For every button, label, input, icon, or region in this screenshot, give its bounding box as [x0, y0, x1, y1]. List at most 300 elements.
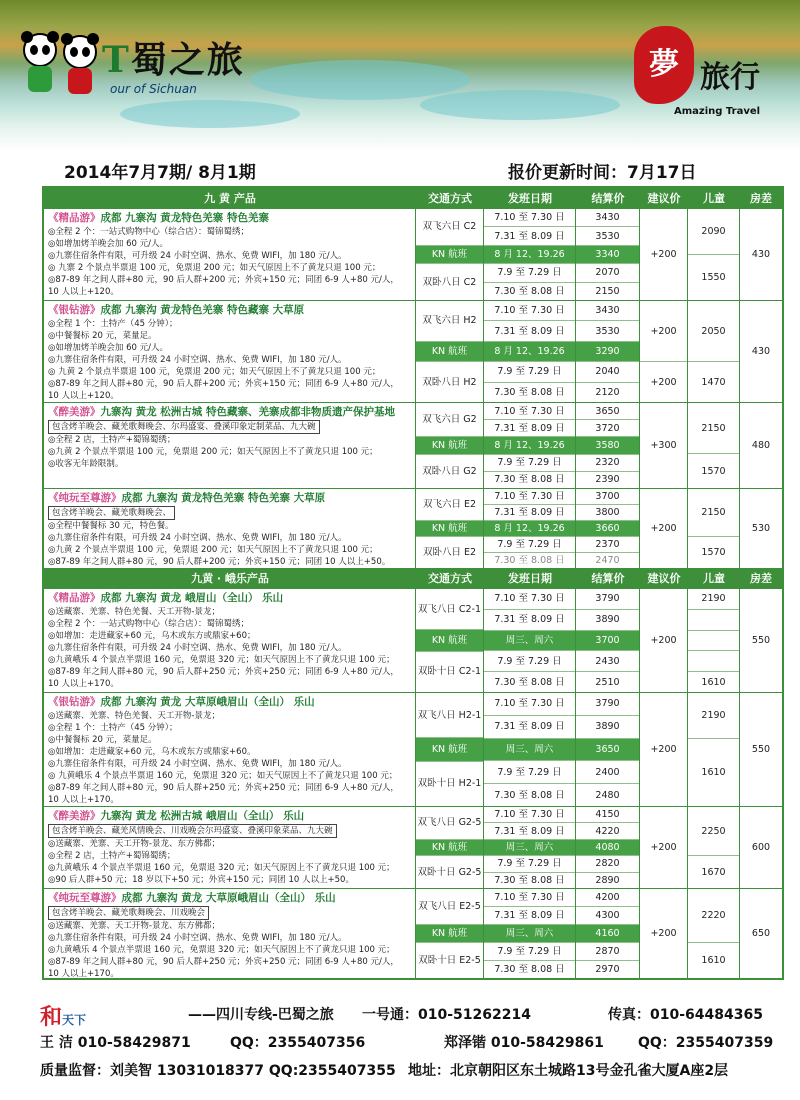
- date-cell: 7.10 至 7.30 日: [484, 889, 575, 907]
- price-col: [576, 589, 640, 692]
- transport-cell: KN 航班: [416, 437, 483, 455]
- transport-cell: 双卧十日 E2-5: [418, 955, 481, 967]
- room-col: [740, 889, 782, 978]
- price-cell: 2470: [595, 555, 620, 566]
- desc-line: ◎87-89 年之间人群+80 元，90 后人群+250 元；外宾+250 元；同团 6-9 人+80 元/人，: [48, 957, 399, 967]
- desc-line: ◎九寨住宿条件有限，可升级 24 小时空调、热水、免费 WIFI，加 180 元/人。: [48, 933, 347, 943]
- contact-zheng-qq: QQ：2355407359: [638, 1035, 774, 1051]
- product-title: [48, 891, 411, 906]
- price-table: [42, 186, 784, 980]
- desc-line: ◎九寨住宿条件有限，可升级 24 小时空调、热水、免费 WIFI，加 180 元/人。: [48, 759, 347, 769]
- child-col: [688, 889, 740, 978]
- room-cell: 430: [751, 249, 771, 260]
- suggest-col: [640, 301, 688, 402]
- date-cell: 周三、周六: [484, 840, 575, 856]
- desc-line: ◎87-89 年之间人群+80 元，90 后人群+200 元；外宾+150 元；同团 6-9 人+80 元/人，: [48, 275, 399, 285]
- quality-supervision: 质量监督：刘美智 13031018377 QQ:2355407355: [40, 1063, 396, 1079]
- panda-mascot-icon: [18, 30, 104, 100]
- price-cell: 2430: [576, 651, 639, 672]
- desc-line: ◎全程 2 店，土特产+蜀锦蜀绣；: [48, 435, 176, 445]
- included-box: 包含烤羊晚会、藏羌歌舞晚会、川戏晚会: [48, 906, 209, 920]
- transport-cell: 双飞八日 C2-1: [416, 589, 483, 630]
- product-route: 成都 九寨沟 黄龙特色羌寨 特色羌寨 大草原: [121, 492, 326, 504]
- desc-line: ◎87-89 年之间人群+80 元，90 后人群+200 元；外宾+150 元；同团 6-9 人+80 元/人，: [48, 379, 399, 389]
- child-cell: 2190: [688, 589, 739, 610]
- col-header: 结算价: [591, 192, 625, 205]
- contact-footer: [0, 990, 800, 1100]
- room-col: [740, 489, 782, 568]
- room-col: [740, 301, 782, 402]
- price-cell: 2510: [595, 676, 620, 688]
- suggest-cell: +200: [650, 928, 677, 939]
- price-cell: 3890: [576, 610, 639, 631]
- product-tag: 《银钻游》: [48, 304, 101, 316]
- product-tag: 《银钻游》: [48, 696, 101, 708]
- date-cell: 7.10 至 7.30 日: [484, 589, 575, 610]
- price-cell: 2820: [576, 856, 639, 872]
- contact-zheng: 郑泽锴 010-58429861: [444, 1035, 604, 1051]
- suggest-col: [640, 209, 688, 300]
- child-cell: 2250: [688, 807, 739, 856]
- price-cell: 4300: [576, 907, 639, 925]
- product-grid: [416, 589, 782, 692]
- address: 地址：北京朝阳区东土城路13号金孔雀大厦A座2层: [408, 1063, 729, 1079]
- suggest-cell: +200: [640, 301, 687, 362]
- price-cell: 3430: [576, 301, 639, 321]
- desc-line: 10 人以上+120。: [48, 391, 119, 401]
- desc-line: ◎全程 1 个：土特产（45 分钟）；: [48, 723, 178, 733]
- child-col: [688, 807, 740, 888]
- transport-cell: KN 航班: [416, 246, 483, 265]
- price-cell: 2400: [576, 761, 639, 784]
- date-cell: 7.10 至 7.30 日: [484, 807, 575, 823]
- desc-line: ◎87-89 年之间人群+80 元，90 后人群+250 元；外宾+250 元；同团 6-9 人+80 元/人，: [48, 667, 399, 677]
- suggest-col: [640, 489, 688, 568]
- brand-logo-right: [630, 22, 790, 122]
- date-cell: 8 月 12、19.26: [484, 521, 575, 537]
- suggest-cell: +200: [650, 635, 677, 646]
- included-box: 包含烤羊晚会、藏羌歌舞晚会、: [48, 506, 175, 520]
- desc-line: ◎全程 2 店，土特产+蜀锦蜀绣；: [48, 851, 176, 861]
- desc-line: ◎全程 2 个：一站式购物中心（综合店）：蜀锦蜀绣；: [48, 619, 249, 629]
- price-cell: 2970: [595, 964, 620, 975]
- product-tag: 《精品游》: [48, 212, 101, 224]
- product-title: [48, 809, 411, 824]
- product-row: [44, 488, 782, 568]
- transport-cell: 双飞六日 C2: [416, 209, 483, 246]
- suggest-col: [640, 693, 688, 806]
- date-cell: 7.9 至 7.29 日: [484, 651, 575, 672]
- product-grid: [416, 403, 782, 488]
- desc-line: 10 人以上+120。: [48, 287, 119, 297]
- included-box: 包含烤羊晚会、藏羌风情晚会、川戏晚会尔玛盛宴、叠溪印象菜品、九大碗: [48, 824, 337, 838]
- desc-line: ◎九黄峨乐 4 个景点半票退 160 元，免票退 320 元；如天气原因上不了黄龙只退 100 元；: [48, 863, 395, 873]
- transport-cell: 双卧八日 E2: [422, 547, 477, 559]
- transport-col: [416, 889, 484, 978]
- product-desc: [44, 807, 416, 888]
- price-cell: 2480: [595, 789, 620, 801]
- price-cell: 2320: [576, 455, 639, 472]
- col-header: 儿童: [703, 572, 725, 585]
- price-cell: 4160: [576, 925, 639, 943]
- date-cell: 8 月 12、19.26: [484, 437, 575, 454]
- desc-line: ◎87-89 年之间人群+80 元，90 后人群+200 元；外宾+150 元；同团 10 人以上+50。: [48, 557, 391, 567]
- product-tag: 《纯玩至尊游》: [48, 892, 122, 904]
- transport-cell: KN 航班: [416, 342, 483, 363]
- room-col: [740, 403, 782, 488]
- contact-wang: 王 洁 010-58429871: [40, 1035, 191, 1051]
- transport-col: [416, 209, 484, 300]
- product-desc: [44, 301, 416, 402]
- desc-line: ◎ 九黄 2 个景点半票退 100 元，免票退 200 元；如天气原因上不了黄龙只退 100 元；: [48, 367, 381, 377]
- date-cell: 7.31 至 8.09 日: [484, 610, 575, 631]
- desc-line: ◎如增加烤羊晚会加 60 元/人。: [48, 343, 169, 353]
- transport-cell: 双卧十日 G2-5: [417, 866, 482, 878]
- price-col: [576, 301, 640, 402]
- child-col: [688, 301, 740, 402]
- transport-col: [416, 403, 484, 488]
- desc-line: ◎中餐餐标 20 元，菜量足。: [48, 735, 157, 745]
- product-title: [48, 591, 411, 606]
- date-cell: 7.31 至 8.09 日: [484, 321, 575, 341]
- price-col: [576, 489, 640, 568]
- date-cell: 7.31 至 8.09 日: [484, 716, 575, 739]
- brand-title-text: 蜀之旅: [130, 39, 245, 81]
- price-cell: 2070: [576, 264, 639, 282]
- hetianxia-logo: [40, 1000, 86, 1031]
- price-cell: 3530: [576, 321, 639, 341]
- date-cell: 8 月 12、19.26: [484, 342, 575, 362]
- product-row: [44, 692, 782, 806]
- product-desc: [44, 693, 416, 806]
- product-desc: [44, 589, 416, 692]
- product-row: [44, 300, 782, 402]
- date-cell: 7.9 至 7.29 日: [484, 856, 575, 872]
- desc-line: ◎如增加：走进藏家+60 元，乌木或东方或鼎家+60。: [48, 747, 256, 757]
- product-route: 成都 九寨沟 黄龙 大草原峨眉山（全山） 乐山: [100, 696, 315, 708]
- product-row: [44, 402, 782, 488]
- brand-subtitle: our of Sichuan: [110, 82, 197, 96]
- desc-line: 10 人以上+170。: [48, 679, 119, 689]
- price-cell: 3720: [576, 420, 639, 437]
- room-cell: 430: [751, 346, 771, 357]
- room-col: [740, 693, 782, 806]
- date-cell: 周三、周六: [484, 631, 575, 652]
- brand-right-name: 旅行: [700, 60, 760, 95]
- price-cell: 4150: [576, 807, 639, 823]
- desc-line: ◎全程中餐餐标 30 元，特色餐。: [48, 521, 174, 531]
- header-banner: [0, 0, 800, 150]
- price-cell: 3650: [576, 739, 639, 762]
- suggest-cell: +200: [650, 376, 677, 388]
- room-cell: 530: [751, 523, 771, 534]
- col-header: 建议价: [647, 572, 681, 585]
- date-cell: 7.30 至 8.08 日: [494, 964, 565, 975]
- product-tag: 《精品游》: [48, 592, 101, 604]
- room-cell: 650: [751, 928, 771, 939]
- product-route: 成都 九寨沟 黄龙 大草原峨眉山（全山） 乐山: [121, 892, 336, 904]
- product-desc: [44, 489, 416, 568]
- suggest-cell: +300: [650, 440, 677, 451]
- transport-col: [416, 589, 484, 692]
- desc-line: ◎九黄 2 个景点半票退 100 元，免票退 200 元；如天气原因上不了黄龙只退 100 元；: [48, 447, 378, 457]
- child-cell: 1550: [701, 272, 726, 283]
- col-header: 房差: [750, 192, 772, 205]
- transport-col: [416, 489, 484, 568]
- desc-line: ◎九寨住宿条件有限，可升级 24 小时空调、热水、免费 WIFI，加 180 元/人。: [48, 355, 347, 365]
- date-cell: 7.31 至 8.09 日: [484, 907, 575, 925]
- desc-line: 10 人以上+170。: [48, 969, 119, 978]
- product-grid: [416, 489, 782, 568]
- col-header: 结算价: [591, 572, 625, 585]
- date-cell: 8 月 12、19.26: [484, 246, 575, 264]
- contact-wang-qq: QQ：2355407356: [230, 1035, 366, 1051]
- transport-cell: 双飞八日 H2-1: [416, 693, 483, 738]
- desc-line: ◎中餐餐标 20 元，菜量足。: [48, 331, 157, 341]
- transport-col: [416, 807, 484, 888]
- transport-cell: 双飞六日 H2: [416, 301, 483, 342]
- section-title: 九 黄 产品: [204, 192, 256, 205]
- date-cell: 7.9 至 7.29 日: [484, 537, 575, 553]
- transport-cell: 双飞八日 E2-5: [416, 889, 483, 925]
- transport-cell: 双飞六日 E2: [416, 489, 483, 521]
- price-cell: 2370: [576, 537, 639, 553]
- date-cell: 7.31 至 8.09 日: [484, 227, 575, 245]
- date-cell: 7.31 至 8.09 日: [484, 420, 575, 437]
- product-title: [48, 405, 411, 420]
- transport-cell: KN 航班: [416, 925, 483, 943]
- desc-line: ◎九寨住宿条件有限，可升级 24 小时空调、热水、免费 WIFI，加 180 元/人。: [48, 533, 347, 543]
- transport-cell: KN 航班: [416, 840, 483, 857]
- date-cell: 7.30 至 8.08 日: [494, 789, 565, 801]
- price-cell: 4080: [576, 840, 639, 856]
- child-col: [688, 693, 740, 806]
- child-cell-empty: [688, 631, 739, 652]
- price-cell: 3340: [576, 246, 639, 264]
- room-cell: 550: [751, 635, 771, 646]
- date-cell: 7.30 至 8.08 日: [494, 285, 565, 297]
- col-header: 交通方式: [428, 192, 472, 205]
- brand-right-en: Amazing Travel: [674, 106, 761, 117]
- price-cell: 3430: [576, 209, 639, 227]
- section-header: [44, 188, 782, 208]
- price-cell: 3890: [576, 716, 639, 739]
- price-col: [576, 693, 640, 806]
- child-cell: 2190: [688, 693, 739, 739]
- child-cell: 2090: [688, 209, 739, 255]
- price-col: [576, 889, 640, 978]
- date-cell: 周三、周六: [484, 739, 575, 762]
- brand-title: [102, 32, 245, 83]
- date-col: [484, 403, 576, 488]
- special-line: ——四川专线-巴蜀之旅: [188, 1007, 334, 1023]
- transport-cell: 双卧十日 H2-1: [417, 778, 482, 790]
- child-cell: 2220: [688, 889, 739, 943]
- child-cell: 1570: [701, 546, 726, 558]
- price-cell: 3700: [576, 631, 639, 652]
- issue-label: 2014年7月7期/ 8月1期: [64, 163, 256, 183]
- date-col: [484, 209, 576, 300]
- brand-logo-left: [18, 22, 248, 107]
- product-grid: [416, 807, 782, 888]
- child-cell-empty: [688, 610, 739, 631]
- fax: 传真：010-64484365: [608, 1007, 763, 1023]
- desc-line: ◎如增加：走进藏家+60 元，乌木或东方或鼎家+60；: [48, 631, 256, 641]
- suggest-col: [640, 403, 688, 488]
- price-cell: 3790: [576, 693, 639, 716]
- col-header: 发班日期: [508, 192, 552, 205]
- scenery-pool: [250, 60, 470, 100]
- desc-line: ◎全程 1 个：土特产（45 分钟）；: [48, 319, 178, 329]
- price-cell: 2150: [595, 285, 620, 297]
- desc-line: ◎送藏寨、羌寨、特色羌餐、天工开物-景龙；: [48, 607, 220, 617]
- price-cell: 3790: [576, 589, 639, 610]
- date-col: [484, 489, 576, 568]
- date-cell: 7.10 至 7.30 日: [484, 403, 575, 420]
- hotline: 一号通：010-51262214: [362, 1007, 531, 1023]
- price-cell: 3580: [576, 437, 639, 454]
- product-title: [48, 303, 411, 318]
- product-title: [48, 211, 411, 226]
- child-cell: 1610: [701, 766, 726, 778]
- child-col: [688, 403, 740, 488]
- product-tag: 《醉美游》: [48, 810, 101, 822]
- date-col: [484, 693, 576, 806]
- room-cell: 480: [751, 440, 771, 451]
- product-row: [44, 888, 782, 978]
- col-header: 房差: [750, 572, 772, 585]
- suggest-col: [640, 807, 688, 888]
- desc-line: ◎九黄峨乐 4 个景点半票退 160 元，免票退 320 元；如天气原因上不了黄龙只退 100 元；: [48, 945, 395, 955]
- desc-line: ◎送藏寨、羌寨、特色羌餐、天工开物-景龙；: [48, 711, 220, 721]
- transport-cell: 双飞八日 G2-5: [416, 807, 483, 840]
- col-header: 儿童: [703, 192, 725, 205]
- price-col: [576, 209, 640, 300]
- price-cell: 3700: [576, 489, 639, 505]
- child-cell-empty: [688, 651, 739, 672]
- product-tag: 《纯玩至尊游》: [48, 492, 122, 504]
- date-col: [484, 889, 576, 978]
- child-col: [688, 489, 740, 568]
- price-cell: 4220: [576, 823, 639, 839]
- suggest-col: [640, 589, 688, 692]
- date-cell: 7.9 至 7.29 日: [484, 455, 575, 472]
- product-row: [44, 588, 782, 692]
- suggest-cell: +200: [650, 842, 677, 853]
- child-col: [688, 209, 740, 300]
- room-col: [740, 807, 782, 888]
- date-cell: 7.30 至 8.08 日: [494, 874, 565, 886]
- price-cell: 4200: [576, 889, 639, 907]
- transport-cell: 双卧八日 H2: [422, 376, 477, 388]
- price-col: [576, 403, 640, 488]
- transport-cell: KN 航班: [416, 521, 483, 537]
- product-route: 成都 九寨沟 黄龙特色羌寨 特色藏寨 大草原: [100, 304, 305, 316]
- desc-line: ◎送藏寨、羌寨、天工开物-景龙、东方佛都；: [48, 839, 220, 849]
- product-title: [48, 695, 411, 710]
- update-time: 报价更新时间：7月17日: [508, 163, 697, 183]
- date-cell: 7.30 至 8.08 日: [494, 555, 565, 566]
- included-box: 包含烤羊晚会、藏羌歌舞晚会、尔玛盛宴、叠溪印象定制菜品、九大碗: [48, 420, 320, 434]
- room-col: [740, 589, 782, 692]
- product-desc: [44, 889, 416, 978]
- scenery-pool: [420, 90, 620, 120]
- transport-cell: KN 航班: [416, 738, 483, 761]
- price-cell: 3290: [576, 342, 639, 362]
- child-col: [688, 589, 740, 692]
- transport-cell: 双卧八日 C2: [422, 276, 477, 288]
- logo-tianxia: 天下: [62, 1013, 87, 1027]
- transport-col: [416, 693, 484, 806]
- date-cell: 周三、周六: [484, 925, 575, 943]
- transport-cell: KN 航班: [416, 630, 483, 651]
- section-header: [44, 568, 782, 588]
- date-cell: 7.9 至 7.29 日: [484, 264, 575, 282]
- date-cell: 7.10 至 7.30 日: [484, 209, 575, 227]
- product-grid: [416, 889, 782, 978]
- room-col: [740, 209, 782, 300]
- product-route: 九寨沟 黄龙 松洲古城 特色藏寨、羌寨成都非物质遗产保护基地: [100, 406, 395, 418]
- date-cell: 7.9 至 7.29 日: [484, 761, 575, 784]
- room-cell: 600: [751, 842, 771, 853]
- date-cell: 7.10 至 7.30 日: [484, 489, 575, 505]
- section-title: 九黄 · 峨乐产品: [191, 572, 269, 585]
- child-cell: 1670: [701, 866, 726, 878]
- product-route: 九寨沟 黄龙 松洲古城 峨眉山（全山） 乐山: [100, 810, 305, 822]
- product-tag: 《醉美游》: [48, 406, 101, 418]
- date-col: [484, 807, 576, 888]
- date-col: [484, 589, 576, 692]
- desc-line: ◎收客无年龄限制。: [48, 459, 124, 469]
- product-grid: [416, 209, 782, 300]
- date-cell: 7.31 至 8.09 日: [484, 505, 575, 521]
- desc-line: ◎ 九寨 2 个景点半票退 100 元，免票退 200 元；如天气原因上不了黄龙只退 100 元；: [48, 263, 381, 273]
- product-row: [44, 806, 782, 888]
- date-cell: 7.9 至 7.29 日: [484, 362, 575, 382]
- col-header: 建议价: [647, 192, 681, 205]
- desc-line: ◎九黄峨乐 4 个景点半票退 160 元，免票退 320 元；如天气原因上不了黄龙只退 100 元；: [48, 655, 395, 665]
- child-cell: 1470: [701, 376, 726, 388]
- product-title: [48, 491, 411, 506]
- product-route: 成都 九寨沟 黄龙特色羌寨 特色羌寨: [100, 212, 269, 224]
- transport-cell: 双卧八日 G2: [422, 465, 477, 477]
- col-header: 交通方式: [428, 572, 472, 585]
- desc-line: ◎全程 2 个：一站式购物中心（综合店）：蜀锦蜀绣；: [48, 227, 249, 237]
- child-cell: 1610: [701, 676, 726, 688]
- logo-he: 和: [40, 1004, 63, 1030]
- suggest-cell: +200: [650, 744, 677, 755]
- desc-line: ◎ 九黄峨乐 4 个景点半票退 160 元，免票退 320 元；如天气原因上不了黄龙只退 100 元；: [48, 771, 398, 781]
- child-cell: 1610: [701, 954, 726, 966]
- price-cell: 3660: [576, 521, 639, 537]
- desc-line: ◎九黄 2 个景点半票退 100 元，免票退 200 元；如天气原因上不了黄龙只退 100 元；: [48, 545, 378, 555]
- product-route: 成都 九寨沟 黄龙 峨眉山（全山） 乐山: [100, 592, 284, 604]
- price-col: [576, 807, 640, 888]
- price-cell: 2120: [595, 386, 620, 398]
- price-cell: 2890: [595, 874, 620, 886]
- col-header: 发班日期: [508, 572, 552, 585]
- date-cell: 7.31 至 8.09 日: [484, 823, 575, 839]
- product-grid: [416, 301, 782, 402]
- date-cell: 7.10 至 7.30 日: [484, 693, 575, 716]
- price-cell: 2040: [576, 362, 639, 382]
- child-cell: 1570: [701, 465, 726, 477]
- child-cell: 2050: [688, 301, 739, 362]
- suggest-col: [640, 889, 688, 978]
- brand-title-prefix: T: [102, 39, 131, 81]
- child-cell: 2150: [688, 489, 739, 537]
- transport-col: [416, 301, 484, 402]
